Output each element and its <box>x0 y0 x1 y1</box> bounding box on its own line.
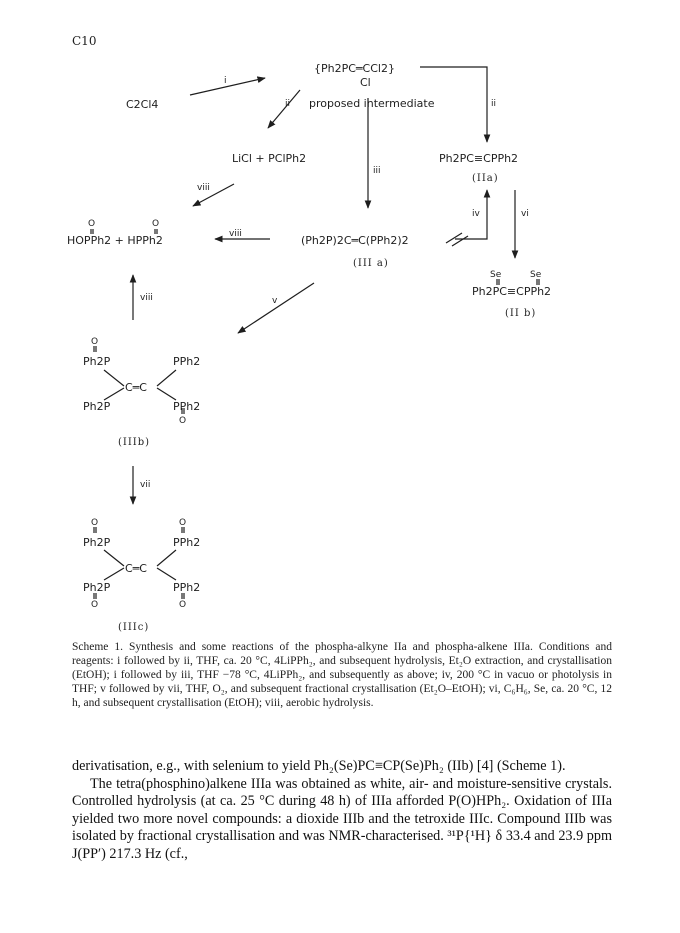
ref-IIa: (IIa) <box>472 173 499 184</box>
alkene-IIIa: (Ph2P)2C═C(PPh2)2 <box>301 234 409 247</box>
ref-IIIb: (IIIb) <box>118 437 151 448</box>
step-vii: vii <box>140 480 151 490</box>
step-iii: iii <box>373 166 381 176</box>
oxygen-2: O <box>152 219 160 229</box>
IIIb-pph2-bottom: PPh2 <box>173 400 201 413</box>
IIIc-ph2p-top: Ph2P <box>83 536 111 549</box>
selenide-IIb: Ph2PC≡CPPh2 <box>472 285 552 298</box>
IIIc-o1: O <box>91 518 99 528</box>
licl-products: LiCl + PClPh2 <box>232 152 307 165</box>
step-viii-3: viii <box>140 293 153 303</box>
IIIc-pph2-bottom: PPh2 <box>173 581 201 594</box>
IIIb-o1: O <box>91 337 99 347</box>
IIIc-o2: O <box>179 518 187 528</box>
paragraph-2: The tetra(phosphino)alkene IIIa was obtained as white, air- and moisture-sensitive crystals. Controlled hydrolysis (at ca. 25 °C during 48 h) of IIIa afforded P(O)HPh₂. Oxidation of IIIa yielded two more novel compounds: a dioxide IIIb and the tetroxide IIIc. Compound IIIb was isolated by fractional crystallisation and was NMR-characterised. ³¹P{¹H} δ 33.4 and 23.9 ppm J(PP′) 217.3 Hz (cf., <box>72 775 612 862</box>
step-iv: iv <box>472 209 480 219</box>
IIIc-o4: O <box>179 600 187 610</box>
IIIc-o3: O <box>91 600 99 610</box>
step-ii-left: ii <box>285 99 291 109</box>
ref-IIIa: (III a) <box>353 258 389 269</box>
page-label: C10 <box>72 34 97 48</box>
scheme-caption <box>72 640 612 710</box>
step-viii-2: viii <box>229 229 242 239</box>
IIIc-ph2p-bottom: Ph2P <box>83 581 111 594</box>
step-vi: vi <box>521 209 529 219</box>
reagent-c2cl4: C2Cl4 <box>126 98 159 111</box>
oxygen-1: O <box>88 219 96 229</box>
alkyne-IIa: Ph2PC≡CPPh2 <box>439 152 519 165</box>
step-i: i <box>224 76 227 86</box>
IIIb-pph2-top: PPh2 <box>173 355 201 368</box>
paragraph-1: derivatisation, e.g., with selenium to yield Ph₂(Se)PC≡CP(Se)Ph₂ (IIb) [4] (Scheme 1). <box>72 758 566 774</box>
hydrolysis-products: HOPPh2 + HPPh2 <box>67 234 163 247</box>
ref-IIIc: (IIIc) <box>118 622 150 633</box>
IIIb-cc: C═C <box>125 381 147 394</box>
intermediate-formula: {Ph2PC═CCl2} <box>314 62 395 75</box>
se-1: Se <box>490 270 502 280</box>
arrow-iv <box>455 190 487 239</box>
IIIc-pph2-top: PPh2 <box>173 536 201 549</box>
IIIb-ph2p-bottom: Ph2P <box>83 400 111 413</box>
caption-lead: Scheme 1. Synthesis and some reactions of the phospha-alkyne IIa and phospha-alkene IIIa. Conditions and reagents: <box>72 641 612 667</box>
se-2: Se <box>530 270 542 280</box>
intermediate-cl: Cl <box>360 76 371 89</box>
caption-body: i followed by ii, THF, ca. 20 °C, 4LiPPh₂, and subsequent hydrolysis, Et₂O extraction, and crystallisation (EtOH); i followed by iii, THF −78 °C, 4LiPPh₂, and subsequently as above; iv, 200 °C in vacuo or photolysis in THF; v followed by vii, THF, O₂, and subsequent fractional crystallisation (Et₂O–EtOH); vi, C₆H₆, Se, ca. 20 °C, 12 h, and subsequent crystallisation (EtOH); viii, aerobic hydrolysis. <box>72 655 612 709</box>
ref-IIb: (II b) <box>505 308 537 319</box>
arrow-v <box>238 283 314 333</box>
step-viii-1: viii <box>197 183 210 193</box>
IIIc-cc: C═C <box>125 562 147 575</box>
IIIb-ph2p-top: Ph2P <box>83 355 111 368</box>
IIIb-o2: O <box>179 416 187 426</box>
body-text <box>72 758 612 863</box>
step-v: v <box>272 296 278 306</box>
arrow-ii-left <box>268 90 300 128</box>
proposed-intermediate-label: proposed intermediate <box>309 97 435 110</box>
arrow-i <box>190 78 265 95</box>
step-ii-right: ii <box>491 99 497 109</box>
